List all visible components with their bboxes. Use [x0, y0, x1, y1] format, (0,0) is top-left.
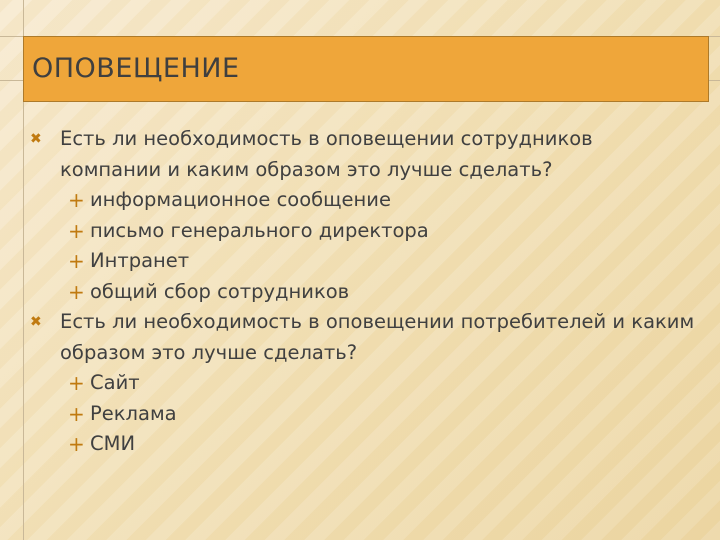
- plus-bullet-icon: +: [68, 432, 85, 456]
- plus-bullet-icon: +: [68, 401, 85, 426]
- sub-item: [60, 399, 700, 430]
- sub-item-text: Сайт: [90, 371, 140, 394]
- sub-item-text: информационное сообщение: [90, 188, 391, 211]
- sub-item: [60, 185, 700, 216]
- slide-title: ОПОВЕЩЕНИЕ: [32, 53, 240, 84]
- cross-bullet-icon: ✖: [30, 131, 42, 147]
- title-bar: [23, 36, 709, 102]
- sub-item: [60, 429, 700, 460]
- plus-bullet-icon: +: [68, 279, 85, 304]
- plus-bullet-icon: +: [68, 188, 85, 212]
- plus-bullet-icon: +: [68, 371, 85, 395]
- cross-bullet-icon: ✖: [30, 314, 42, 330]
- bullet-text: Есть ли необходимость в оповещении сотрудников компании и каким образом это лучше сделать?: [60, 127, 593, 181]
- sub-item: [60, 277, 700, 308]
- plus-bullet-icon: +: [68, 249, 85, 273]
- sub-item-text: общий сбор сотрудников: [90, 279, 350, 303]
- bullet-item-consumers: [30, 307, 700, 368]
- sub-item-text: письмо генерального директора: [90, 218, 429, 242]
- sub-item: [60, 246, 700, 277]
- bullet-text: Есть ли необходимость в оповещении потребителей и каким образом это лучше сделать?: [60, 310, 695, 364]
- sub-item: [60, 216, 700, 247]
- sub-item: [60, 368, 700, 399]
- plus-bullet-icon: +: [68, 218, 85, 243]
- slide-content: [30, 124, 700, 460]
- sub-item-text: Реклама: [90, 401, 177, 425]
- sub-item-text: СМИ: [90, 432, 136, 455]
- bullet-item-employees: [30, 124, 700, 185]
- sub-item-text: Интранет: [90, 249, 190, 272]
